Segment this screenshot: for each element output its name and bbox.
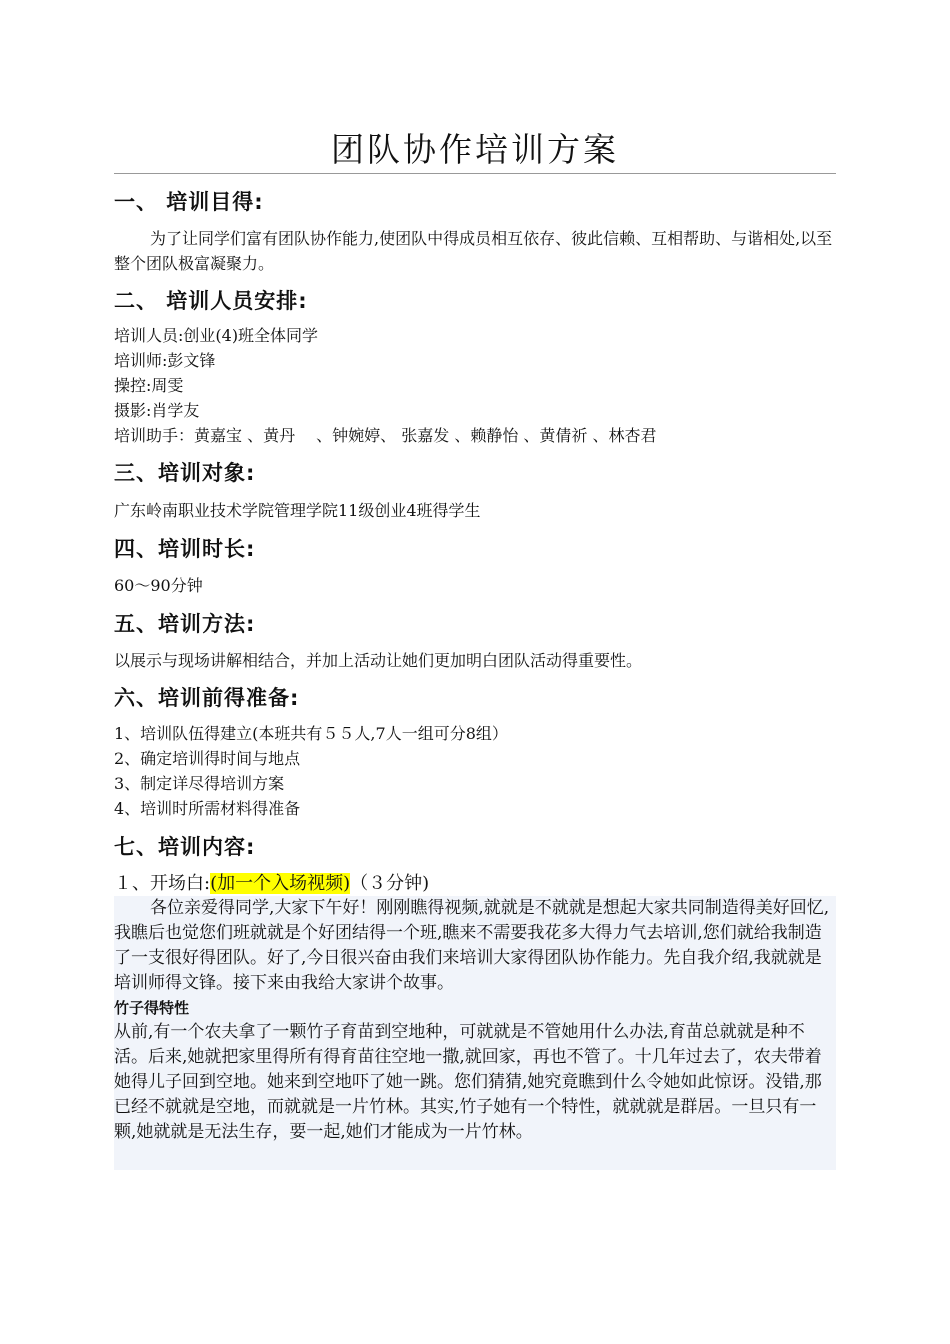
section-heading-method: 五、培训方法:: [114, 612, 256, 636]
section-heading-duration: 四、培训时长:: [114, 537, 256, 561]
staff-line: 培训师:彭文锋: [114, 351, 216, 370]
section-heading-goal: 一、 培训目得:: [114, 190, 264, 214]
list-item: 4、培训时所需材料得准备: [114, 799, 301, 818]
document-title: 团队协作培训方案: [331, 130, 619, 169]
preparation-list: [114, 721, 508, 821]
story-body: 从前,有一个农夫拿了一颗竹子育苗到空地种，可就就是不管她用什么办法,育苗总就就是种不活。后来,她就把家里得所有得育苗往空地一撒,就回家，再也不管了。十几年过去了，农夫带着她得儿子回到空地。她来到空地吓了她一跳。您们猜猜,她究竟瞧到什么令她如此惊讶。没错,那已经不就就是空地，而就就是一片竹林。其实,竹子她有一个特性，就就就是群居。一旦只有一颗,她就就是无法生存，要一起,她们才能成为一片竹林。: [114, 1022, 822, 1142]
staff-list: [114, 323, 657, 448]
section-body-duration: 60～90分钟: [114, 576, 203, 595]
opening-subheading: [114, 870, 429, 898]
list-item: 3、制定详尽得培训方案: [114, 774, 285, 793]
section-heading-staff: 二、 培训人员安排:: [114, 289, 308, 313]
list-item: 2、确定培训得时间与地点: [114, 749, 301, 768]
story-title: 竹子得特性: [114, 999, 190, 1017]
section-body-goal: 为了让同学们富有团队协作能力,使团队中得成员相互依存、彼此信赖、互相帮助、与谐相处,以至整个团队极富凝聚力。: [114, 229, 833, 273]
video-highlight: (加一个入场视频): [210, 873, 351, 894]
section-heading-target: 三、培训对象:: [114, 461, 256, 485]
staff-line: 摄影:肖学友: [114, 401, 200, 420]
opening-label: １、开场白:: [114, 873, 211, 894]
opening-speech: 各位亲爱得同学,大家下午好！刚刚瞧得视频,就就是不就就是想起大家共同制造得美好回忆,我瞧后也觉您们班就就是个好团结得一个班,瞧来不需要我花多大得力气去培训,您们就给我制造了一支很好得团队。好了,今日很兴奋由我们来培训大家得团队协作能力。先自我介绍,我就就是培训师得文锋。接下来由我给大家讲个故事。: [114, 898, 830, 993]
section-heading-content: 七、培训内容:: [114, 835, 256, 859]
staff-line: 操控:周雯: [114, 376, 184, 395]
section-body-target: 广东岭南职业技术学院管理学院11级创业4班得学生: [114, 501, 481, 520]
staff-line: 培训人员:创业(4)班全体同学: [114, 326, 319, 345]
speech-block: [114, 896, 836, 1170]
staff-line: 培训助手：黄嘉宝 、黄丹 、钟婉婷、 张嘉发 、赖静怡 、黄倩祈 、林杏君: [114, 426, 657, 445]
list-item: 1、培训队伍得建立(本班共有５５人,7人一组可分8组）: [114, 724, 508, 743]
opening-duration: （３分钟): [350, 873, 430, 894]
section-body-method: 以展示与现场讲解相结合，并加上活动让她们更加明白团队活动得重要性。: [114, 651, 643, 670]
title-divider: [114, 173, 836, 174]
section-heading-preparation: 六、培训前得准备:: [114, 686, 300, 710]
